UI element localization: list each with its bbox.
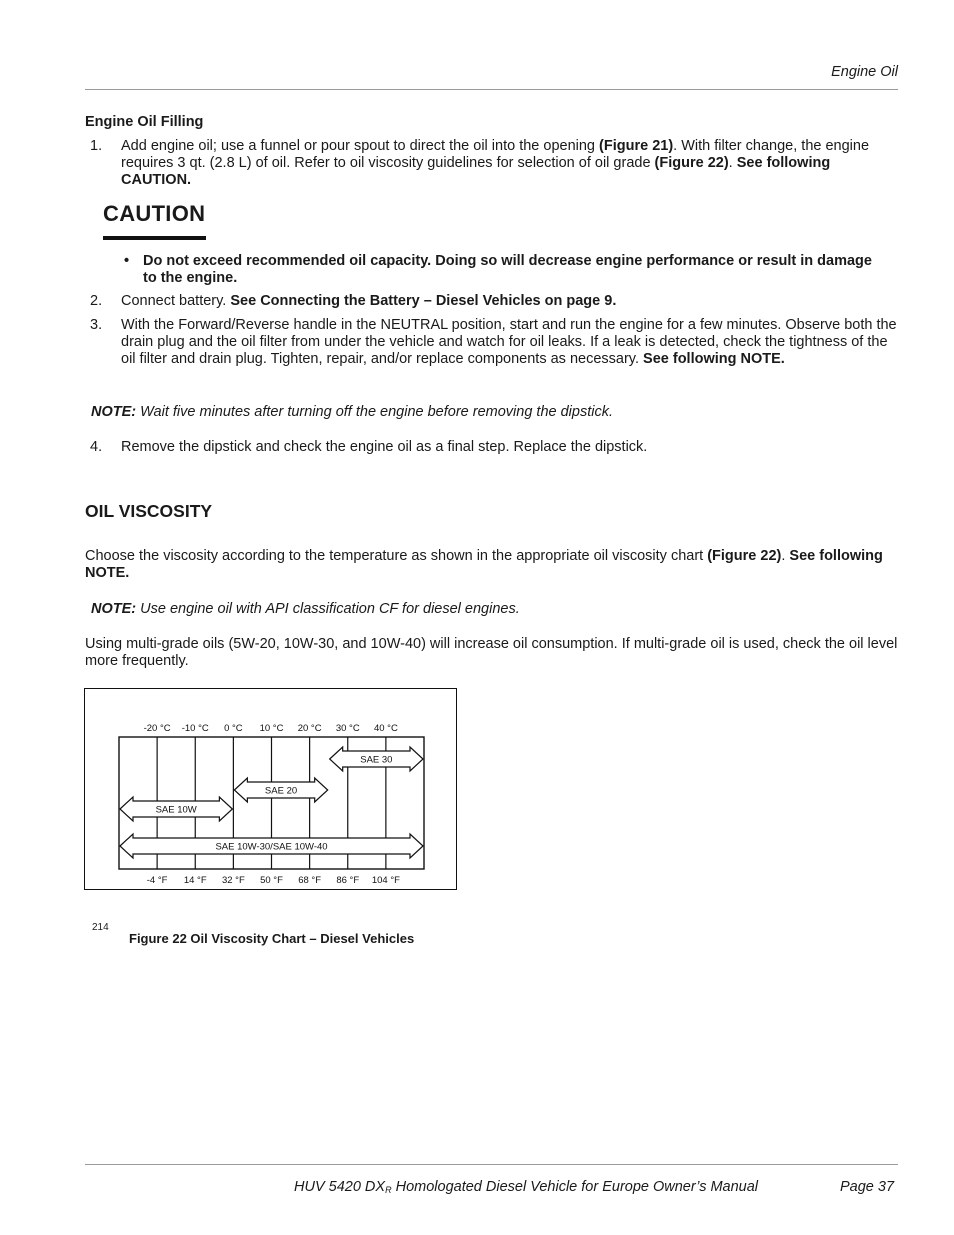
viscosity-range-label: SAE 10W <box>155 804 197 816</box>
note-text: Wait five minutes after turning off the engine before removing the dipstick. <box>136 404 613 420</box>
footer-rule <box>85 1164 898 1165</box>
footer-title-sub: R <box>385 1185 392 1195</box>
viscosity-para1-a: Choose the viscosity according to the temperature as shown in the appropriate oil viscosity chart <box>85 548 708 564</box>
step-1-number: 1. <box>90 138 103 154</box>
header-rule <box>85 89 898 90</box>
note-text-2: Use engine oil with API classification CF for diesel engines. <box>136 601 520 617</box>
celsius-tick-label: 0 °C <box>224 723 243 734</box>
oil-viscosity-heading: OIL VISCOSITY <box>85 501 213 521</box>
step-4-text: Remove the dipstick and check the engine oil as a final step. Replace the dipstick. <box>121 439 648 455</box>
fahrenheit-tick-label: 50 °F <box>260 875 283 886</box>
celsius-tick-label: 30 °C <box>335 723 360 734</box>
step-3-number: 3. <box>90 317 103 333</box>
note-label-2: NOTE: <box>91 601 137 617</box>
footer-manual-title <box>294 1179 758 1199</box>
celsius-tick-label: -20 °C <box>143 723 171 734</box>
step-1-figure-ref: (Figure 21) <box>599 138 674 154</box>
fahrenheit-tick-label: 68 °F <box>298 875 322 886</box>
fahrenheit-tick-label: 86 °F <box>336 875 360 886</box>
running-header: Engine Oil <box>831 64 898 80</box>
fahrenheit-tick-label: 104 °F <box>371 875 400 886</box>
viscosity-figure-ref: (Figure 22) <box>707 548 782 564</box>
caution-bullet: • <box>124 253 130 269</box>
step-3-text <box>121 317 899 368</box>
step-2-number: 2. <box>90 293 103 309</box>
fahrenheit-tick-label: 32 °F <box>221 875 245 886</box>
step-4-number: 4. <box>90 439 103 455</box>
page-number: Page 37 <box>840 1179 895 1195</box>
celsius-tick-label: 10 °C <box>259 723 284 734</box>
note-label: NOTE: <box>91 404 137 420</box>
footer-title-b: Homologated Diesel Vehicle for Europe Owner’s Manual <box>391 1179 759 1195</box>
step-2-text <box>121 293 899 310</box>
caution-underline <box>103 236 206 240</box>
oil-viscosity-chart <box>84 688 457 890</box>
caution-text: Do not exceed recommended oil capacity. Doing so will decrease engine performance or result in damage to the engine. <box>143 253 872 286</box>
figure-caption: Figure 22 Oil Viscosity Chart – Diesel Vehicles <box>129 931 415 946</box>
note-dipstick <box>91 404 613 421</box>
celsius-tick-label: -10 °C <box>181 723 209 734</box>
step-1-text-b: . With filter change, the engine requires 3 qt. (2.8 L) of oil. Refer to oil viscosity guidelines for selection of oil grade <box>121 138 870 171</box>
viscosity-paragraph-1 <box>85 548 899 582</box>
viscosity-range-label: SAE 10W-30/SAE 10W-40 <box>215 841 328 853</box>
step-1-caution-ref: See following CAUTION. <box>121 155 831 188</box>
celsius-tick-label: 20 °C <box>297 723 322 734</box>
viscosity-range-label: SAE 30 <box>360 754 393 766</box>
step-3-text-a: With the Forward/Reverse handle in the NEUTRAL position, start and run the engine for a few minutes. Observe both the drain plug and the oil filter from under the vehicle and watch for oil leaks. If a leak is detected, check the tightness of the oil filter and drain plug. Tighten, repair, and/or replace components as necessary. <box>121 317 897 367</box>
viscosity-para1-b: . <box>781 548 790 564</box>
step-1-text-c: . <box>728 155 737 171</box>
fahrenheit-tick-label: 14 °F <box>183 875 207 886</box>
step-1-text-a: Add engine oil; use a funnel or pour spout to direct the oil into the opening <box>121 138 600 154</box>
viscosity-paragraph-2: Using multi-grade oils (5W-20, 10W-30, and 10W-40) will increase oil consumption. If multi-grade oil is used, check the oil level more frequently. <box>85 636 898 669</box>
engine-oil-filling-heading: Engine Oil Filling <box>85 114 204 130</box>
step-2-battery-ref: See Connecting the Battery – Diesel Vehicles on page 9. <box>230 293 617 309</box>
note-api <box>91 601 520 618</box>
viscosity-note-ref: See following NOTE. <box>85 548 883 581</box>
footer-title-a: HUV 5420 DX <box>294 1179 386 1195</box>
fahrenheit-tick-label: -4 °F <box>146 875 168 886</box>
step-3-note-ref: See following NOTE. <box>643 351 785 367</box>
figure-number: 214 <box>92 922 109 933</box>
celsius-tick-label: 40 °C <box>373 723 398 734</box>
step-1-figure-ref-2: (Figure 22) <box>654 155 729 171</box>
step-2-text-a: Connect battery. <box>121 293 231 309</box>
oil-viscosity-chart-svg <box>85 689 456 889</box>
step-1-text <box>121 138 899 189</box>
viscosity-range-label: SAE 20 <box>264 785 298 797</box>
caution-title: CAUTION <box>103 201 206 226</box>
